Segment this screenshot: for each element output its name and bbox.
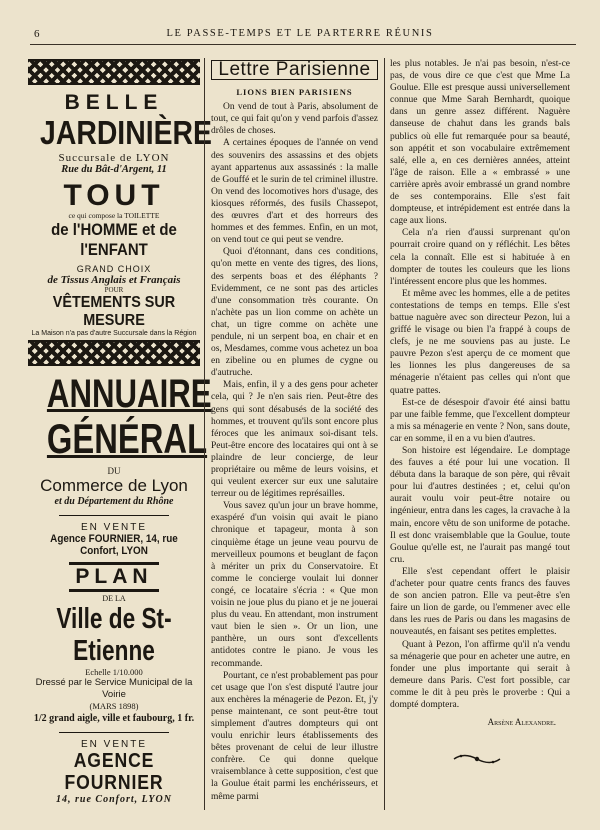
paragraph: Et même avec les hommes, elle a de petites contestations de temps en temps. Elle s'est battue naguère avec son directeur Pezon, lui a griffé le visage ou bien l'a frappé à coups de clefs, je ne me souviens pas au juste. Le pauvre Pezon s'est aperçu de ce moment que les lionnes les plus dangereuses de sa ménagerie n'étaient pas celles qui n'ont que quatre pattes. xyxy=(390,288,570,396)
ad-ville: Ville de St-Etienne xyxy=(56,603,172,667)
paragraph: Pourtant, ce n'est probablement pas pour cet usage que l'on s'est disputé l'autre jour aux enchères la ménagerie de Pezon. Et, j'y pense maintenant, ce sont peut-être tout simplement d'autres dompteurs qui ont voulu enrichir leurs établissements des bêtes provenant de celui de leur illustre confrère. Ce qui donne quelque vraisemblance à cette supposition, c'est que la Goulue était parmi les enchérisseurs, et même parmi xyxy=(211,670,378,802)
ad-grand-choix: GRAND CHOIX xyxy=(76,264,152,274)
column-rule xyxy=(204,58,205,810)
ad-general: GÉNÉRAL xyxy=(46,415,208,462)
ad-jardiniere: JARDINIÈRE xyxy=(40,114,212,151)
fleuron-icon xyxy=(452,752,502,766)
ad-belle: BELLE xyxy=(64,91,164,114)
ornament-band xyxy=(28,340,200,366)
ornament-band xyxy=(28,59,200,85)
article-signature: Arsène Alexandre. xyxy=(487,717,556,728)
header-rule xyxy=(30,44,576,45)
ad-vetements: VÊTEMENTS SUR MESURE xyxy=(52,294,176,329)
ad-plan: PLAN xyxy=(69,562,158,592)
page-number: 6 xyxy=(34,28,40,40)
article-column-1 xyxy=(211,60,378,803)
ad-rue: Rue du Bât-d'Argent, 11 xyxy=(61,164,167,175)
ad-divider xyxy=(59,515,169,516)
paragraph: Est-ce de désespoir d'avoir été ainsi battu par une faible femme, que l'excellent dompteur a mis sa ménagerie en vente ? Non, sans doute, car en somme, il en a vu bien d'autres. xyxy=(390,397,570,444)
paragraph: les plus notables. Je n'ai pas besoin, n'est-ce pas, de vous dire ce que c'est que Mme La Goulue. Elle est presque aussi universellement connue que Mme Sarah Bernhardt, quoique dans un genre assez différent. Naguère danseuse de chahut dans les grands bals publics où elle fut remarquée pour sa beauté, son appétit et son vocabulaire extrêmement salé, elle a, en ces dernières années, atteint l'âge de raison. Elle a « embrassé » une carrière après avoir embrassé un grand nombre de ses contemporains. Elle s'est fait dompteuse, et intrépidement est entrée dans la cage aux lions. xyxy=(390,59,570,227)
paragraph: Vous savez qu'un jour un brave homme, exaspéré d'un voisin qui avait le piano chronique et tapageur, monta à son cinquième étage un jeune veau pourvu de merveilleux poumons et beuglant de façon à mériter un prix du Conservatoire. Et comme le concierge voulait lui donner congé, ce locataire s'écria : « Que mon voisin ne joue plus du piano et je ne jouerai plus du veau. En attendant, mon instrument vaut bien le sien ». Or un lion, une panthère, un ours sont d'excellents antidotes contre le piano. Je vous les recommande. xyxy=(211,501,378,669)
paragraph: On vend de tout à Paris, absolument de tout, ce qui fait qu'on y vend parfois d'assez drôles de choses. xyxy=(211,102,378,137)
ad-du: DU xyxy=(107,466,121,476)
ad-price: 1/2 grand aigle, ville et faubourg, 1 fr. xyxy=(33,713,195,724)
advertisement-column xyxy=(28,56,212,805)
column-rule xyxy=(384,58,385,810)
ad-tissus: de Tissus Anglais et Français xyxy=(47,274,181,286)
running-title: LE PASSE-TEMPS ET LE PARTERRE RÉUNIS xyxy=(166,28,434,39)
paragraph: Quant à Pezon, l'on affirme qu'il n'a vendu sa ménagerie que pour en acheter une autre, en fonder une plus importante qui serait à demeure dans Paris. C'est fort possible, car comme le dit à peu près le proverbe : Qui a dompté domptera. xyxy=(390,639,570,710)
ad-mars: (MARS 1898) xyxy=(89,701,139,711)
ad-divider xyxy=(59,732,169,733)
paragraph: Cela n'a rien d'aussi surprenant qu'on pourrait croire quand on y réfléchit. Les bêtes cela la connaît. Elle est si habituée à en dompter de toutes les couleurs que les lions l'intéressent encore plus que les hommes. xyxy=(390,228,570,287)
ad-adresse: 14, rue Confort, LYON xyxy=(56,794,172,805)
ad-agence: Agence FOURNIER, 14, rue Confort, LYON xyxy=(50,533,178,557)
ad-succursale: Succursale de LYON xyxy=(58,152,170,164)
ad-toilette: ce qui compose la TOILETTE xyxy=(68,211,160,220)
ad-de-la: DE LA xyxy=(102,594,126,603)
ad-maison: La Maison n'a pas d'autre Succursale dans la Région xyxy=(31,330,197,337)
ad-departement: et du Département du Rhône xyxy=(54,496,174,507)
ad-dresse: Dressé par le Service Municipal de la Voirie xyxy=(35,677,193,700)
article-title: Lettre Parisienne xyxy=(211,60,378,80)
article-subtitle: LIONS BIEN PARISIENS xyxy=(236,87,353,98)
ad-annuaire: ANNUAIRE xyxy=(46,372,212,416)
paragraph: Son histoire est légendaire. Le domptage des fauves a été pour lui une vocation. Il débuta dans la baraque de son père, qui rêvait pour lui d'autres destinées ; et, celui qu'on aurait voulu voir peut-être notaire ou ingénieur, entra dans les cages, la cravache à la main, encore vêtu de son uniforme de potache. Il est donc vraisemblable que la Goulue, toute Goulue qu'elle est, ne l'aurait pas mangé tout cru. xyxy=(390,446,570,565)
ad-en-vente: EN VENTE xyxy=(80,522,147,533)
paragraph: Elle s'est cependant offert le plaisir d'acheter pour quatre cents francs des fauves de son ancien patron. Elle va peut-être s'en faire un lion de garde, ou l'emmener avec elle dans les rues de Paris ou dans les magasins de nouveautés, en faisant ses petites emplettes. xyxy=(390,566,570,638)
ad-tout: TOUT xyxy=(63,179,165,212)
ad-echelle: Echelle 1/10.000 xyxy=(85,667,143,677)
paragraph: A certaines époques de l'année on vend des souvenirs des assassins et des objets ayant appartenus aux assassinés : la malle de Gouffé et le surin de tel criminel illustre. On vend des locomotives hors d'usage, des kiosques réformés, des fusils Chassepot, des œuvres d'art et des horreurs des hommes et des femmes. Enfin, en un mot, on vend tout ce qui peut se vendre. xyxy=(211,138,378,246)
ad-homme-enfant: de l'HOMME et de l'ENFANT xyxy=(51,220,177,259)
ad-agence-fournier: AGENCE FOURNIER xyxy=(64,750,164,794)
paragraph: Mais, enfin, il y a des gens pour acheter cela, qui ? Je n'en sais rien. Peut-être des gens qui sont désabusés de la société des hommes, et trouvent qu'ils sont encore plus féroces que les animaux soi-disant tels. Peut-être encore des locataires qui ont à se plaindre de leur concierge, de leur propriétaire ou même de leurs voisins, et qui veulent exercer sur eux une salutaire terreur ou de légitimes représailles. xyxy=(211,380,378,500)
ad-commerce: Commerce de Lyon xyxy=(40,476,188,495)
ad-pour: POUR xyxy=(104,286,124,294)
paragraph: Quoi d'étonnant, dans ces conditions, qu'on mette en vente des tigres, des lions, des serpents boas et des éléphants ? Evidemment, ce ne sont pas des articles d'une consommation très courante. On n'achète pas un lion comme on achète un chat, un tigre comme on achète une pendule, ni un serpent boa, en chair et en os, Mesdames, comme vous achetez un boa en zibeline ou en plumes de cygne ou d'autruche. xyxy=(211,247,378,379)
ad-en-vente: EN VENTE xyxy=(80,739,147,750)
article-column-2 xyxy=(390,58,570,728)
